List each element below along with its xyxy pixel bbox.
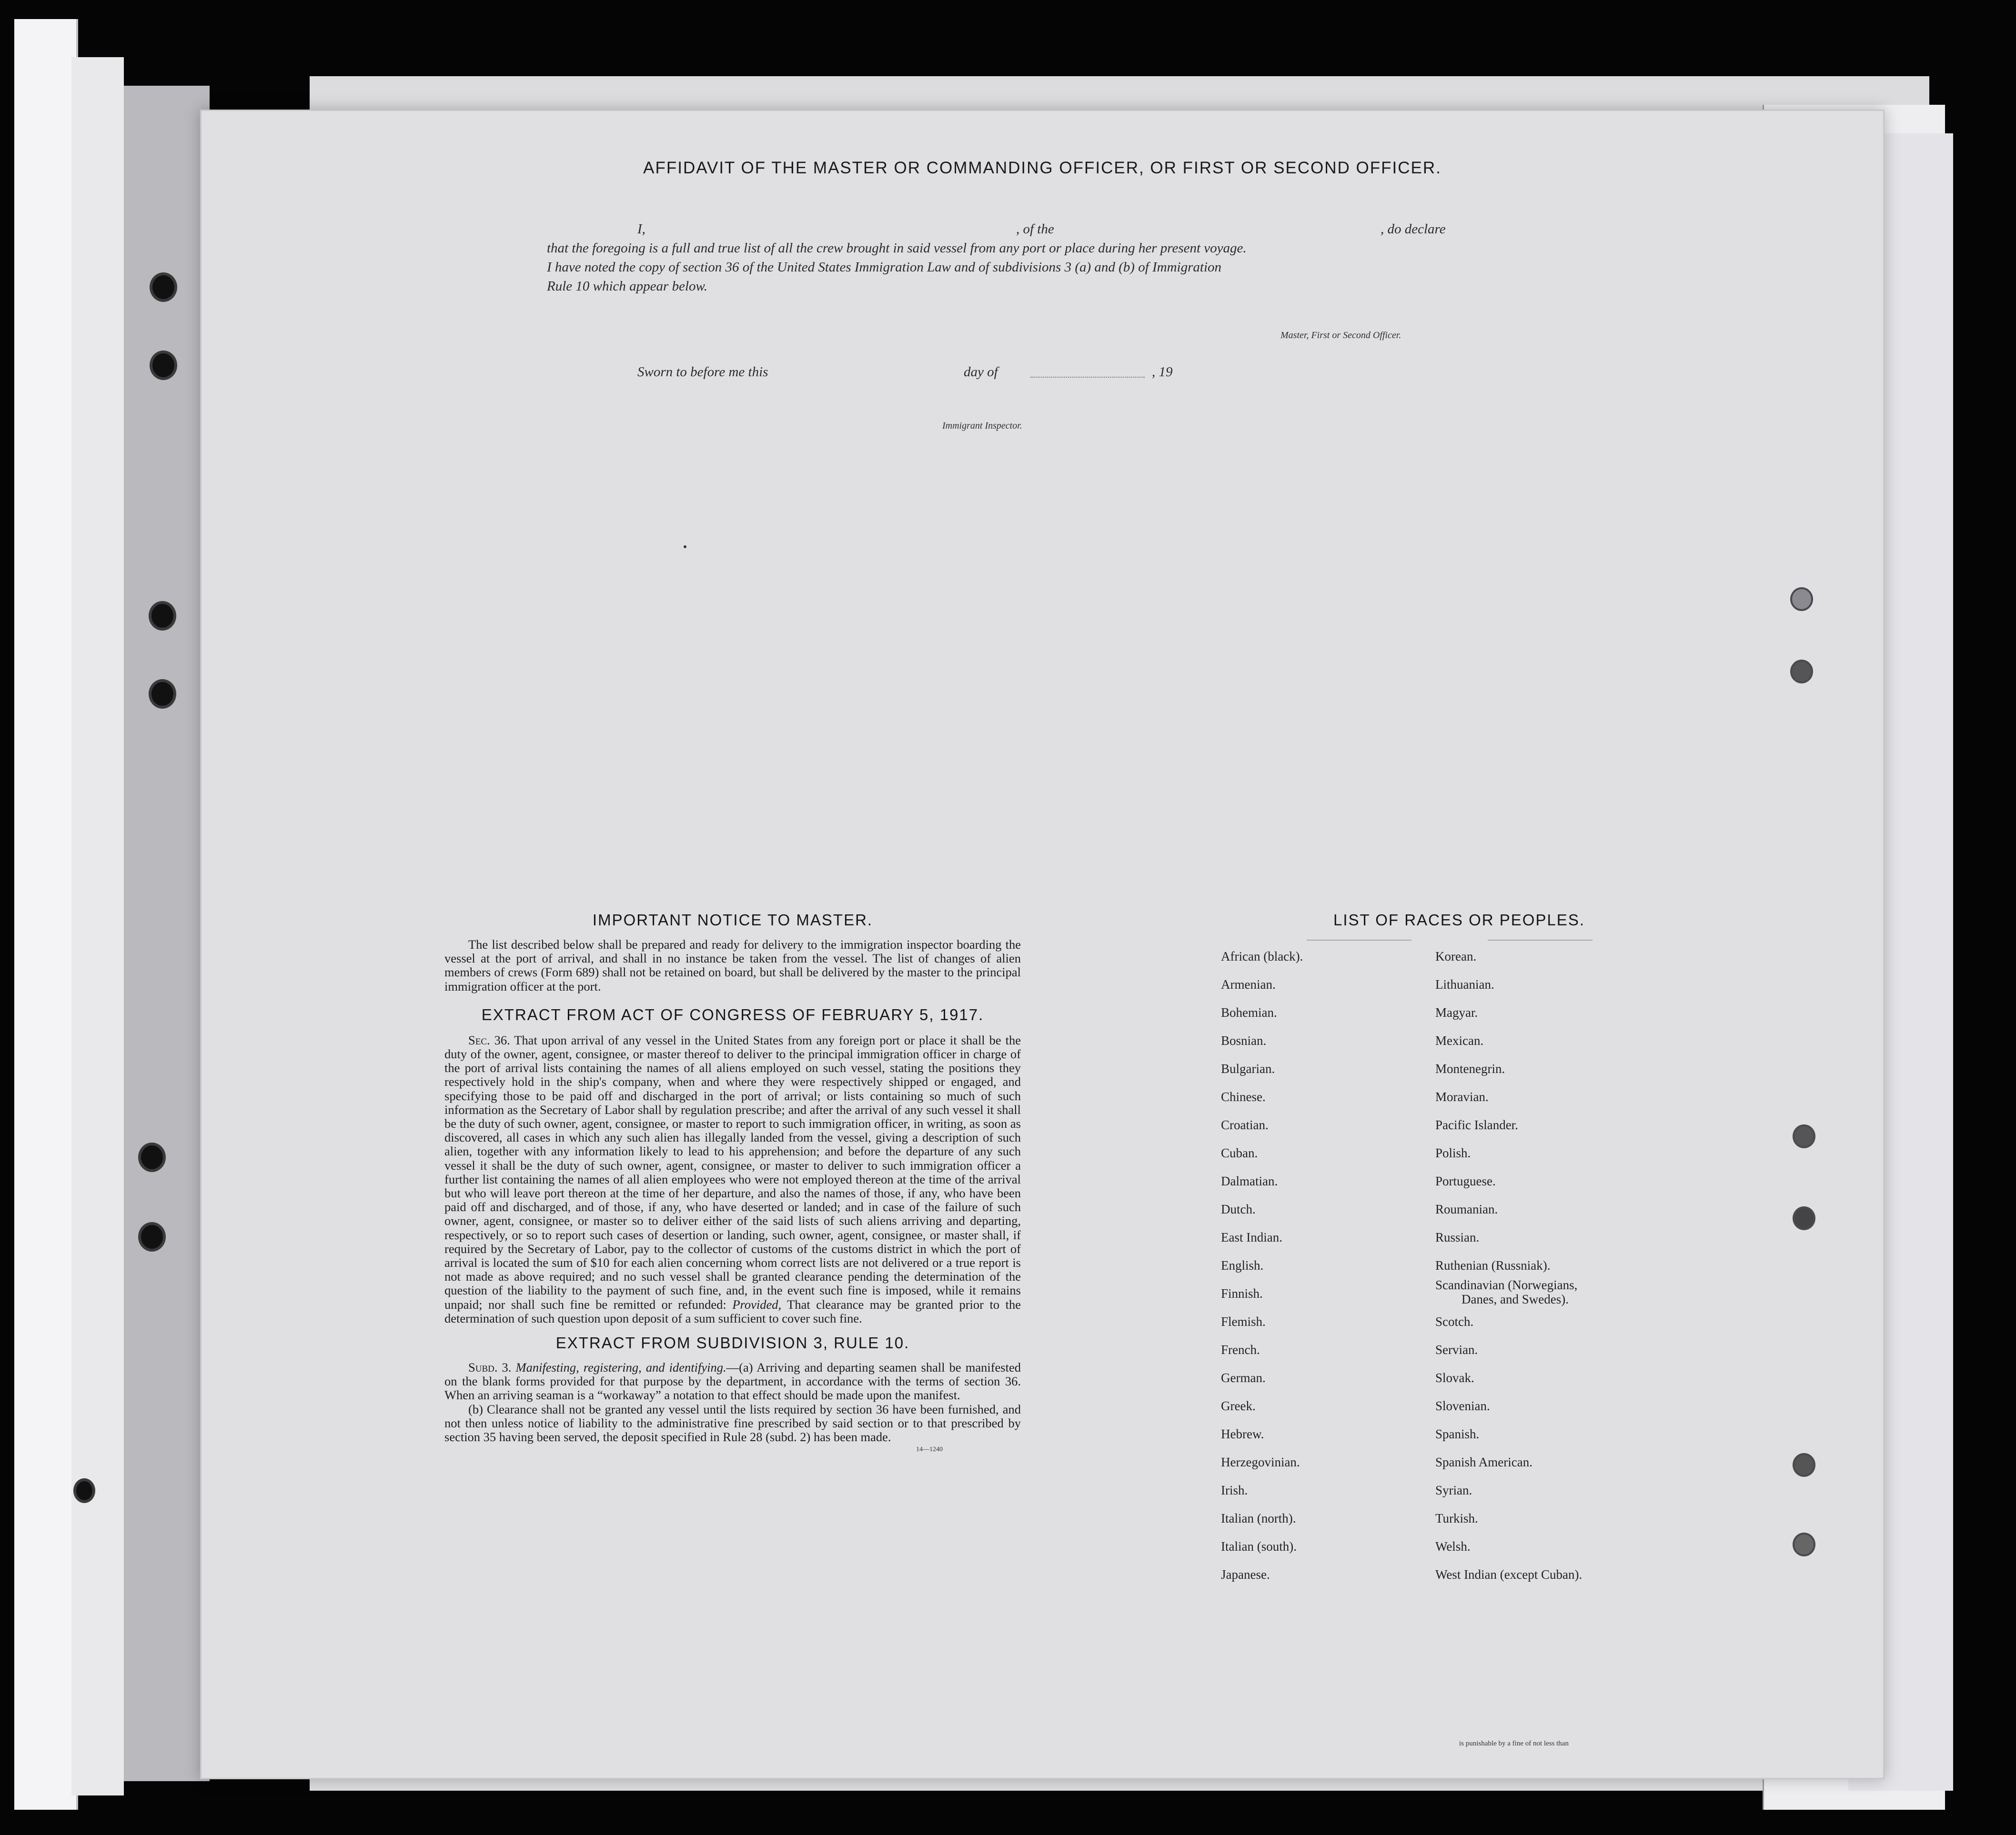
background-page-strip	[14, 19, 78, 1810]
race-right-item: Servian.	[1435, 1343, 1478, 1357]
race-right-item: Russian.	[1435, 1230, 1480, 1244]
race-left-item: German.	[1221, 1371, 1266, 1385]
race-left-item: French.	[1221, 1343, 1260, 1357]
race-left-item: English.	[1221, 1258, 1264, 1273]
bottom-fine-print: is punishable by a fine of not less than	[1459, 1740, 1569, 1747]
race-left-item: Cuban.	[1221, 1146, 1258, 1160]
race-right-item: Montenegrin.	[1435, 1062, 1505, 1076]
race-left-item: Dalmatian.	[1221, 1174, 1278, 1188]
master-signature-caption: Master, First or Second Officer.	[1280, 330, 1401, 341]
race-right-item: Spanish.	[1435, 1427, 1480, 1441]
title-rule	[1307, 940, 1411, 941]
race-left-item: Italian (south).	[1221, 1539, 1297, 1554]
section-36-text	[444, 1033, 1021, 1325]
punch-hole	[1790, 587, 1813, 611]
race-left-item: Armenian.	[1221, 977, 1276, 992]
race-left-item: Italian (north).	[1221, 1511, 1296, 1525]
binder-hole	[76, 1481, 92, 1500]
year-text: , 19	[1152, 364, 1173, 380]
race-right-item: Spanish American.	[1435, 1455, 1532, 1469]
race-right-item: Polish.	[1435, 1146, 1471, 1160]
declaration-of-the: , of the	[1016, 221, 1054, 237]
race-left-item: Flemish.	[1221, 1314, 1266, 1329]
binder-hole	[151, 682, 173, 706]
race-right-item: Portuguese.	[1435, 1174, 1496, 1188]
race-right-item: Moravian.	[1435, 1090, 1489, 1104]
race-right-item: Syrian.	[1435, 1483, 1472, 1497]
sworn-text: Sworn to before me this	[637, 364, 768, 380]
race-right-item: Roumanian.	[1435, 1202, 1498, 1216]
form-code: 14—1240	[916, 1446, 943, 1454]
background-page-strip	[124, 86, 210, 1781]
punch-hole	[1793, 1453, 1815, 1477]
race-right-item: Slovak.	[1435, 1371, 1474, 1385]
affidavit-title: AFFIDAVIT OF THE MASTER OR COMMANDING OFFICER, OR FIRST OR SECOND OFFICER.	[643, 159, 1441, 177]
binder-hole	[141, 1145, 163, 1169]
subdivision-label: Subd. 3.	[468, 1360, 512, 1375]
race-left-item: Bosnian.	[1221, 1033, 1267, 1048]
race-left-item: Greek.	[1221, 1399, 1256, 1413]
race-left-item: Japanese.	[1221, 1567, 1270, 1582]
section-36-body: That upon arrival of any vessel in the United States from any foreign port or place it shall be the duty of the owner, agent, consignee, or master thereof to deliver to the principal immigration officer in charge of the port of arrival lists containing the names of all aliens employed on such vessel, stating the positions they respectively hold in the ship's company, when and where they were respectively shipped or engaged, and specifying those to be paid off and discharged in the port of arrival; or lists containing so much of such information as the Secretary of Labor shall by regulation prescribe; and after the arrival of any such vessel it shall be the duty of such owner, agent, consignee, or master to report to such immigration officer, in writing, as soon as discovered, all cases in which any such alien has illegally landed from the vessel, giving a description of such alien, together with any information likely to lead to his apprehension; and before the departure of any such vessel it shall be the duty of such owner, agent, consignee, or master to deliver to such immigration officer a further list containing the names of all alien employees who were not employed thereon at the time of the arrival but who will leave port thereon at the time of her departure, and also the names of those, if any, who have been paid off and discharged, and of those, if any, who have deserted or landed; and in case of the failure of such owner, agent, consignee, or master so to deliver either of the said lists of such aliens arriving and departing, respectively, or so to report such cases of desertion or landing, such owner, agent, consignee, or master shall, if required by the Secretary of Labor, pay to the collector of customs of the customs district in which the port of arrival is located the sum of $10 for each alien concerning whom correct lists are not delivered or a true report is not made as above required; and no such vessel shall be granted clearance pending the determination of the question of the liability to the payment of such fine, and, in the event such fine is imposed, while it remains unpaid; nor shall such fine be remitted or refunded:	[444, 1033, 1021, 1312]
binder-hole	[152, 275, 174, 299]
binder-hole	[152, 353, 174, 377]
race-left-item: Croatian.	[1221, 1118, 1269, 1132]
race-right-item: Korean.	[1435, 949, 1477, 963]
race-left-item: Irish.	[1221, 1483, 1248, 1497]
race-right-item: Magyar.	[1435, 1005, 1478, 1020]
notice-column	[444, 911, 1021, 1454]
subdivision-a-text: —(a) Arriving and departing seamen shall be manifested on the blank forms provided for that purpose by the department, in accordance with the terms of section 36. When an arriving seaman is a “workaway” a notation to that effect should be made upon the manifest.	[444, 1360, 1021, 1403]
inspector-caption: Immigrant Inspector.	[942, 421, 1022, 431]
declaration-line-2: that the foregoing is a full and true list of all the crew brought in said vessel from any port or place during her present voyage.	[547, 241, 1247, 256]
race-left-item: Bulgarian.	[1221, 1062, 1275, 1076]
punch-hole	[1790, 660, 1813, 683]
race-right-item: Ruthenian (Russniak).	[1435, 1258, 1551, 1273]
declaration-i: I,	[637, 221, 645, 237]
race-left-item: Chinese.	[1221, 1090, 1266, 1104]
race-right-item: Welsh.	[1435, 1539, 1471, 1554]
punch-hole	[1793, 1533, 1815, 1556]
subdivision-heading: Manifesting, registering, and identifying.	[515, 1360, 726, 1375]
declaration-do-declare: , do declare	[1381, 221, 1446, 237]
race-left-item: African (black).	[1221, 949, 1303, 963]
day-blank	[1030, 377, 1145, 378]
race-left-item: Finnish.	[1221, 1286, 1263, 1301]
notice-title: IMPORTANT NOTICE TO MASTER.	[592, 911, 873, 929]
race-left-item: Hebrew.	[1221, 1427, 1264, 1441]
rule-extract-title: EXTRACT FROM SUBDIVISION 3, RULE 10.	[555, 1334, 910, 1352]
subdivision-3-a	[444, 1361, 1021, 1403]
declaration-line-4: Rule 10 which appear below.	[547, 279, 707, 294]
races-title: LIST OF RACES OR PEOPLES.	[1333, 911, 1585, 929]
race-right-item: Lithuanian.	[1435, 977, 1494, 992]
notice-body: The list described below shall be prepared and ready for delivery to the immigration inspector boarding the vessel at the port of arrival, and shall in no instance be taken from the vessel. The list of changes of alien members of crews (Form 689) shall not be retained on board, but shall be delivered by the master to the principal immigration officer at the port.	[444, 937, 1021, 993]
subdivision-3-b: (b) Clearance shall not be granted any vessel until the lists required by section 36 have been furnished, and not then unless notice of liability to the administrative fine prescribed by said section or to that prescribed by section 35 having been served, the deposit specified in Rule 28 (subd. 2) has been made.	[444, 1402, 1021, 1444]
punch-hole	[1793, 1206, 1815, 1230]
section-36-end: That clearance may be granted prior to the determination of such question upon deposit of a sum sufficient to cover such fine.	[444, 1297, 1021, 1325]
day-of-text: day of	[964, 364, 998, 380]
declaration-line-3: I have noted the copy of section 36 of the United States Immigration Law and of subdivisions 3 (a) and (b) of Immigration	[547, 260, 1222, 275]
race-right-item: Mexican.	[1435, 1033, 1484, 1048]
races-column	[1221, 911, 1697, 1582]
race-right-item: Scotch.	[1435, 1314, 1474, 1329]
race-right-item: West Indian (except Cuban).	[1435, 1567, 1583, 1582]
race-left-item: Dutch.	[1221, 1202, 1256, 1216]
title-rule	[1488, 940, 1593, 941]
binder-hole	[141, 1225, 163, 1249]
race-right-item: Danes, and Swedes).	[1462, 1292, 1569, 1306]
race-right-item: Turkish.	[1435, 1511, 1478, 1525]
background-page-strip	[71, 57, 124, 1795]
race-left-item: East Indian.	[1221, 1230, 1282, 1244]
document-sheet	[200, 110, 1885, 1779]
act-extract-title: EXTRACT FROM ACT OF CONGRESS OF FEBRUARY 5, 1917.	[481, 1005, 984, 1023]
provided-word: Provided,	[732, 1297, 782, 1312]
binder-hole	[151, 604, 173, 628]
race-right-item: Pacific Islander.	[1435, 1118, 1518, 1132]
section-label: Sec. 36.	[468, 1033, 510, 1047]
race-right-item: Scandinavian (Norwegians,	[1435, 1278, 1578, 1292]
race-left-item: Bohemian.	[1221, 1005, 1277, 1020]
punch-hole	[1793, 1124, 1815, 1148]
race-right-item: Slovenian.	[1435, 1399, 1490, 1413]
paper-speck	[684, 545, 686, 548]
race-left-item: Herzegovinian.	[1221, 1455, 1300, 1469]
